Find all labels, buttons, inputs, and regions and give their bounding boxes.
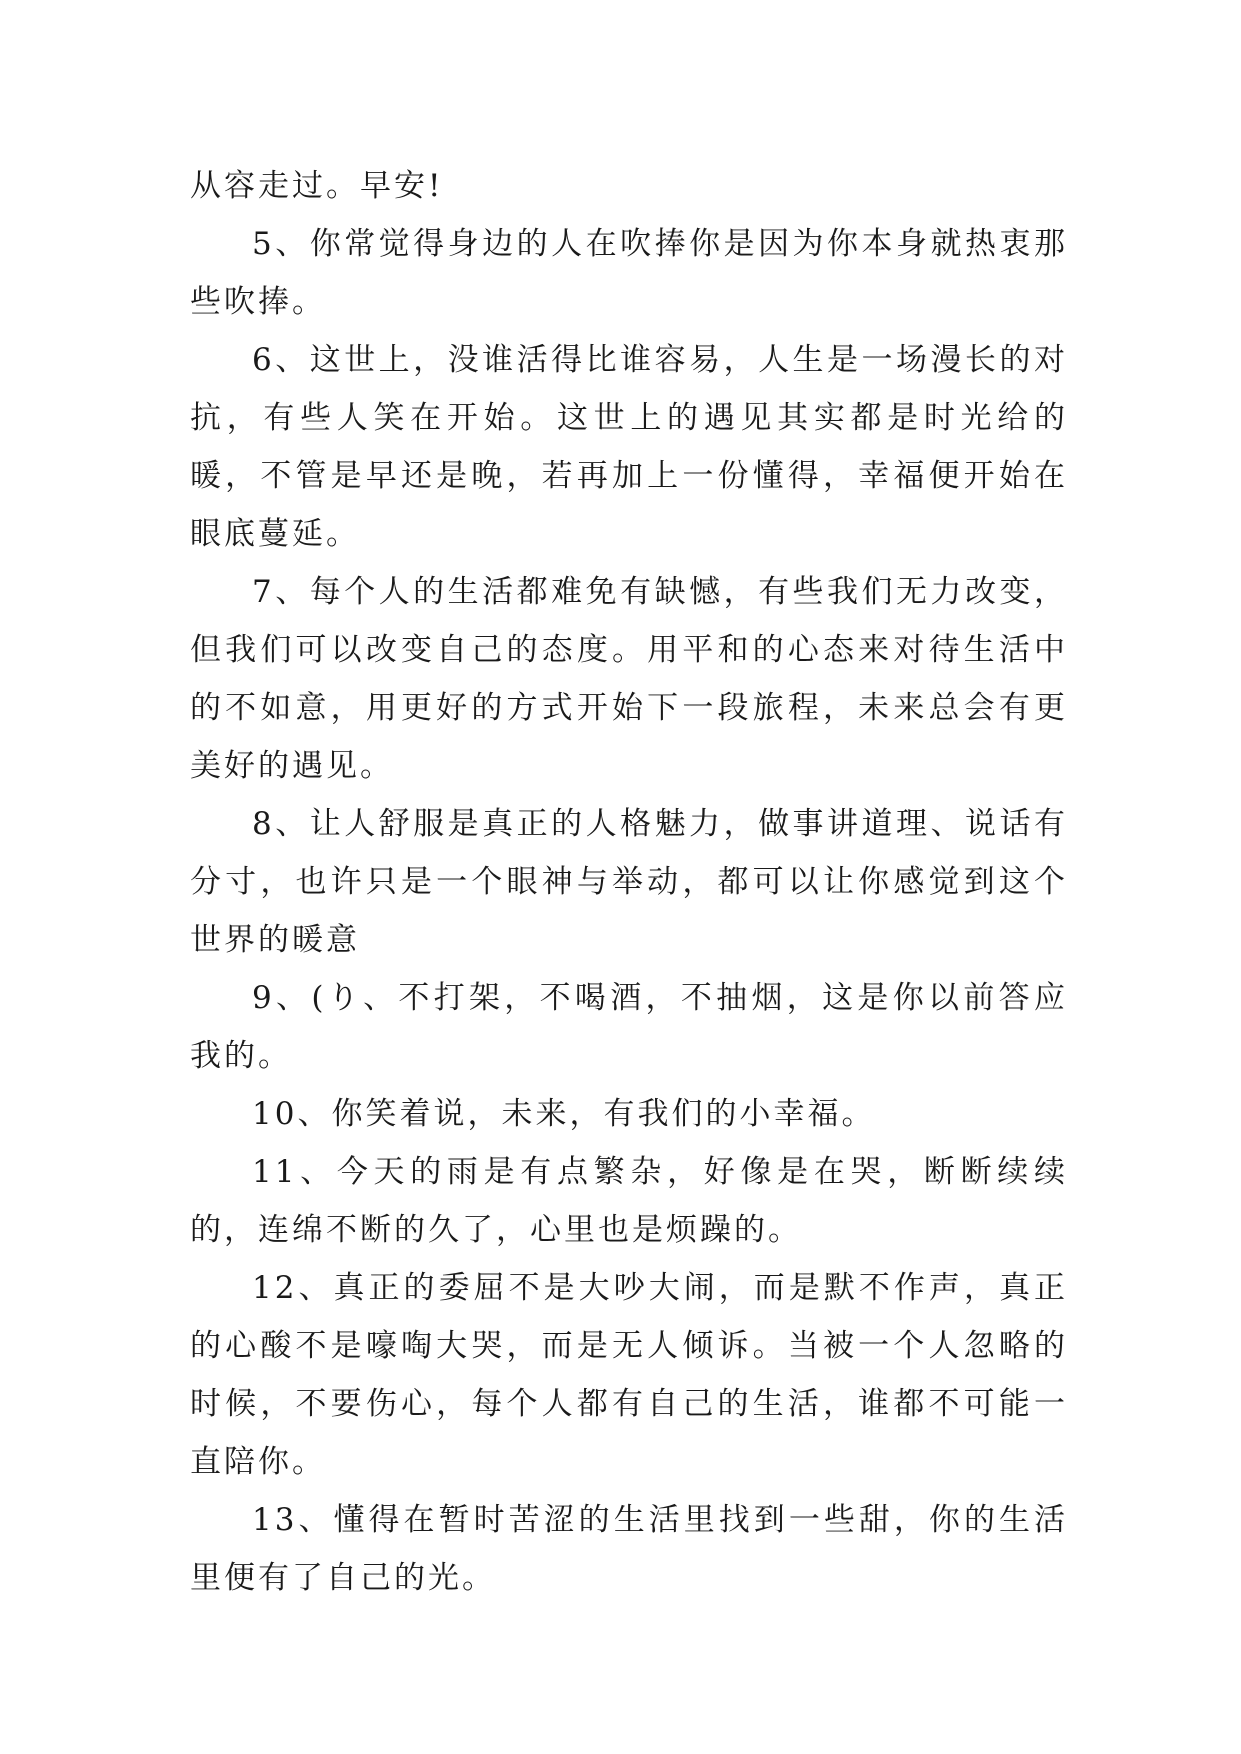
document-body: [190, 157, 1068, 1607]
paragraph: 9、(り、不打架，不喝酒，不抽烟，这是你以前答应我的。: [190, 980, 1068, 1074]
paragraph: 8、让人舒服是真正的人格魅力，做事讲道理、说话有分寸，也许只是一个眼神与举动，都可以让你感觉到这个世界的暖意: [190, 806, 1068, 958]
paragraph: 从容走过。早安!: [190, 168, 444, 204]
paragraph: 5、你常觉得身边的人在吹捧你是因为你本身就热衷那些吹捧。: [190, 226, 1068, 320]
paragraph: 11、今天的雨是有点繁杂，好像是在哭，断断续续的，连绵不断的久了，心里也是烦躁的。: [190, 1154, 1068, 1248]
paragraph: 6、这世上，没谁活得比谁容易，人生是一场漫长的对抗，有些人笑在开始。这世上的遇见其实都是时光给的暖，不管是早还是晚，若再加上一份懂得，幸福便开始在眼底蔓延。: [190, 342, 1068, 552]
paragraph: 13、懂得在暂时苦涩的生活里找到一些甜，你的生活里便有了自己的光。: [190, 1502, 1068, 1596]
paragraph: 10、你笑着说，未来，有我们的小幸福。: [252, 1096, 876, 1132]
paragraph: 12、真正的委屈不是大吵大闹，而是默不作声，真正的心酸不是嚎啕大哭，而是无人倾诉。当被一个人忽略的时候，不要伤心，每个人都有自己的生活，谁都不可能一直陪你。: [190, 1270, 1068, 1480]
paragraph: 7、每个人的生活都难免有缺憾，有些我们无力改变，但我们可以改变自己的态度。用平和的心态来对待生活中的不如意，用更好的方式开始下一段旅程，未来总会有更美好的遇见。: [190, 574, 1068, 784]
